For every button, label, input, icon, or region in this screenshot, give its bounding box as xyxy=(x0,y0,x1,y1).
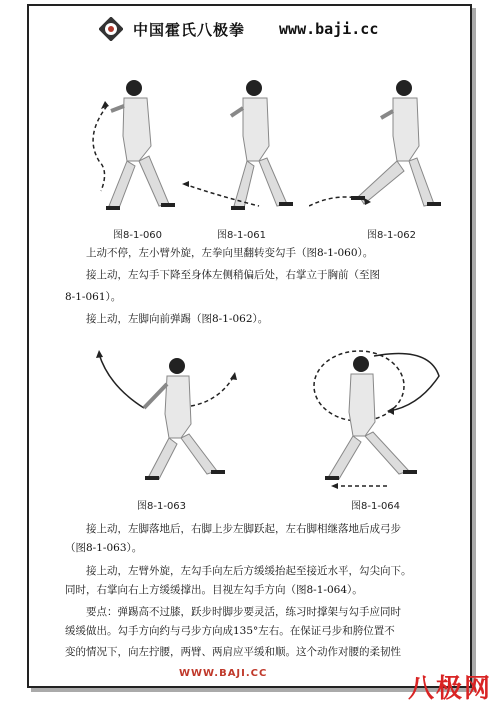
figure-8-1-063 xyxy=(89,346,239,491)
text-line: 缓缓做出。勾手方向约与弓步方向成135°左右。在保证弓步和胯位置不 xyxy=(65,625,395,637)
site-url: www.baji.cc xyxy=(279,20,379,38)
brand-title: 中国霍氏八极拳 xyxy=(133,20,246,39)
caption-8-1-060: 图8-1-060 xyxy=(113,230,163,241)
text-line: 接上动，左脚向前弹踢（图8-1-062）。 xyxy=(86,313,269,325)
figure-8-1-064 xyxy=(299,336,459,496)
text-line: 8-1-061）。 xyxy=(65,291,122,303)
caption-8-1-061: 图8-1-061 xyxy=(217,230,267,241)
watermark-url: WWW.BAJI.CC xyxy=(179,668,268,679)
text-line: （图8-1-063）。 xyxy=(65,542,143,554)
figure-8-1-061 xyxy=(179,66,309,221)
page-header xyxy=(99,16,378,42)
caption-8-1-062: 图8-1-062 xyxy=(367,230,417,241)
figure-8-1-060 xyxy=(79,66,189,221)
text-line: 接上动，左勾手下降至身体左侧稍偏后处，右掌立于胸前（至图 xyxy=(86,269,380,281)
text-line: 接上动，左臂外旋，左勾手向左后方缓缓抬起至接近水平，勾尖向下。 xyxy=(86,565,412,577)
text-line: 要点：弹踢高不过膝，跃步时脚步要灵活，练习时撑架与勾手应同时 xyxy=(86,606,401,618)
text-line: 同时，右掌向右上方缓缓撑出。目视左勾手方向（图8-1-064）。 xyxy=(65,584,363,596)
caption-8-1-063: 图8-1-063 xyxy=(137,501,187,512)
watermark-logo: 八极网 xyxy=(407,674,492,704)
book-page xyxy=(27,4,472,688)
text-line: 接上动，左脚落地后，右脚上步左脚跃起，左右脚相继落地后成弓步 xyxy=(86,523,401,535)
text-line: 变的情况下，向左拧腰，两臂、两肩应平缓和顺。这个动作对腰的柔韧性 xyxy=(65,646,401,658)
caption-8-1-064: 图8-1-064 xyxy=(351,501,401,512)
text-line: 上动不停，左小臂外旋，左拳向里翻转变勾手（图8-1-060）。 xyxy=(86,247,374,259)
figure-8-1-062 xyxy=(309,66,454,221)
bagua-logo-icon xyxy=(99,17,123,41)
